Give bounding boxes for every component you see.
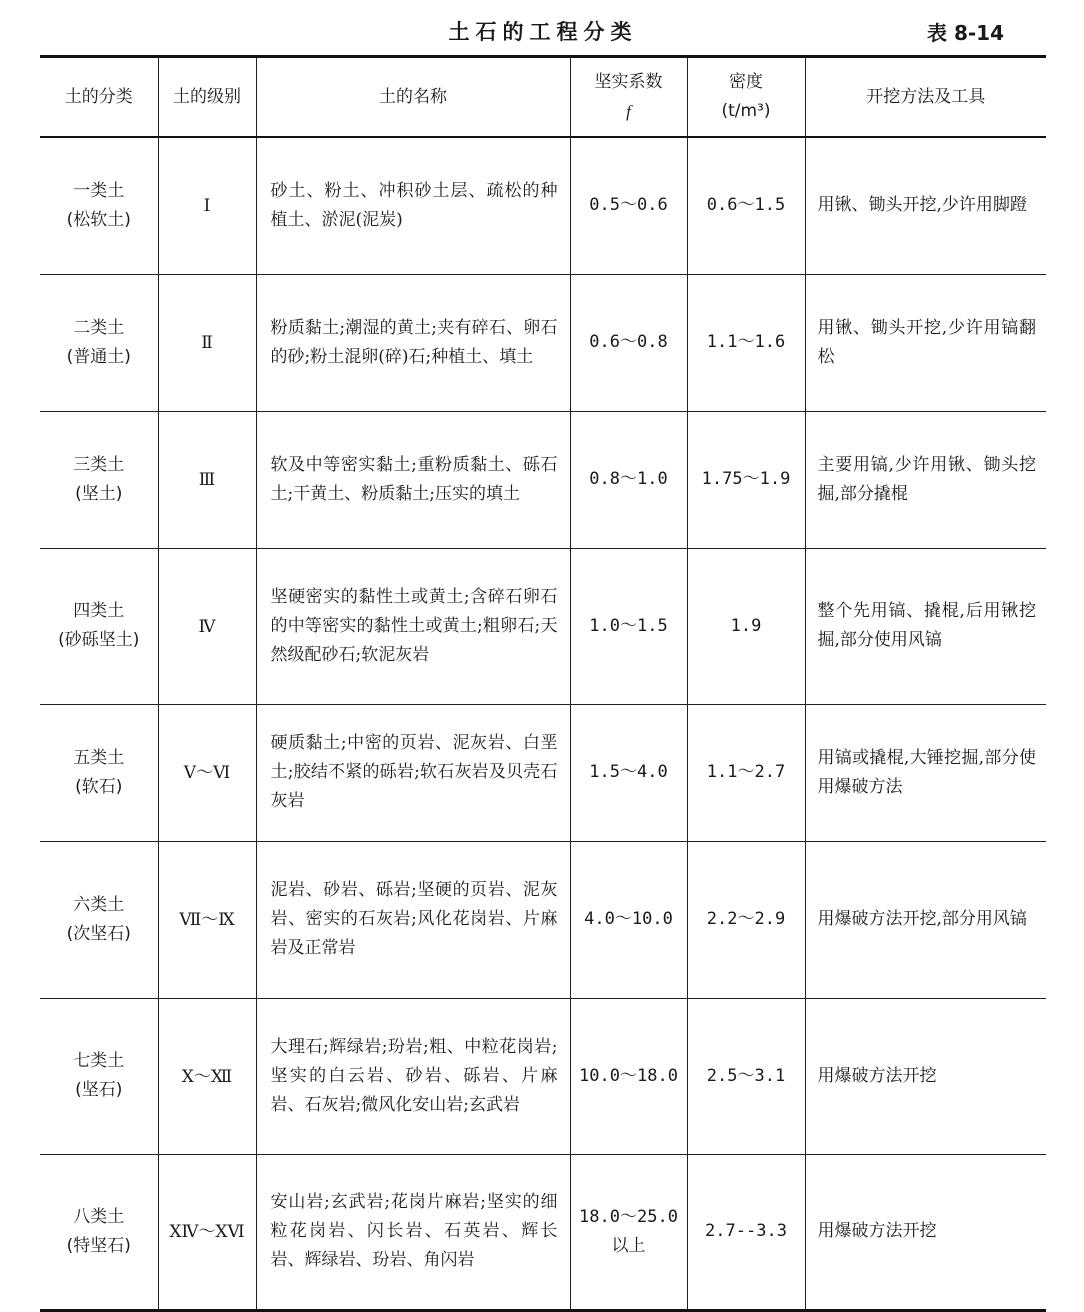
name-cell: 硬质黏土;中密的页岩、泥灰岩、白垩土;胶结不紧的砾岩;软石灰岩及贝壳石灰岩 (256, 704, 570, 841)
method-cell: 主要用镐,少许用锹、锄头挖掘,部分撬棍 (805, 411, 1046, 548)
category-cell: 六类土 (次坚石) (40, 841, 158, 998)
header-coefficient-symbol: f (626, 102, 631, 121)
name-cell: 坚硬密实的黏性土或黄土;含碎石卵石的中等密实的黏性土或黄土;粗卵石;天然级配砂石;软泥灰岩 (256, 548, 570, 704)
category-cell: 一类土 (松软土) (40, 137, 158, 274)
table-number: 表 8-14 (926, 21, 1004, 45)
name-cell: 砂土、粉土、冲积砂土层、疏松的种植土、淤泥(泥炭) (256, 137, 570, 274)
grade-cell: Ⅴ～Ⅵ (158, 704, 256, 841)
density-cell: 1.1～1.6 (687, 274, 805, 411)
header-name: 土的名称 (256, 57, 570, 138)
grade-cell: ⅩⅣ～ⅩⅥ (158, 1154, 256, 1310)
name-cell: 软及中等密实黏土;重粉质黏土、砾石土;干黄土、粉质黏土;压实的填土 (256, 411, 570, 548)
method-cell: 用爆破方法开挖,部分用风镐 (805, 841, 1046, 998)
method-cell: 用爆破方法开挖 (805, 1154, 1046, 1310)
table-row (40, 841, 1046, 998)
coefficient-cell: 10.0～18.0 (570, 998, 687, 1154)
density-cell: 1.9 (687, 548, 805, 704)
method-cell: 用镐或撬棍,大锤挖掘,部分使用爆破方法 (805, 704, 1046, 841)
header-row (40, 57, 1046, 138)
name-cell: 泥岩、砂岩、砾岩;坚硬的页岩、泥灰岩、密实的石灰岩;风化花岗岩、片麻岩及正常岩 (256, 841, 570, 998)
coefficient-cell: 1.0～1.5 (570, 548, 687, 704)
table-row (40, 704, 1046, 841)
header-coefficient-label: 坚实系数 (594, 72, 663, 92)
coefficient-cell: 1.5～4.0 (570, 704, 687, 841)
header-category: 土的分类 (40, 57, 158, 138)
grade-cell: Ⅲ (158, 411, 256, 548)
header-density (687, 57, 805, 138)
category-cell: 五类土 (软石) (40, 704, 158, 841)
name-cell: 大理石;辉绿岩;玢岩;粗、中粒花岗岩;坚实的白云岩、砂岩、砾岩、片麻岩、石灰岩;微风化安山岩;玄武岩 (256, 998, 570, 1154)
grade-cell: Ⅳ (158, 548, 256, 704)
density-cell: 2.7--3.3 (687, 1154, 805, 1310)
grade-cell: Ⅹ～Ⅻ (158, 998, 256, 1154)
density-cell: 2.5～3.1 (687, 998, 805, 1154)
method-cell: 用爆破方法开挖 (805, 998, 1046, 1154)
grade-cell: Ⅰ (158, 137, 256, 274)
coefficient-value: 18.0～25.0 (579, 1206, 678, 1227)
category-cell: 八类土 (特坚石) (40, 1154, 158, 1310)
header-coefficient (570, 57, 687, 138)
header-grade: 土的级别 (158, 57, 256, 138)
category-cell: 二类土 (普通土) (40, 274, 158, 411)
coefficient-cell: 0.8～1.0 (570, 411, 687, 548)
grade-cell: Ⅱ (158, 274, 256, 411)
density-cell: 1.75～1.9 (687, 411, 805, 548)
table-row (40, 137, 1046, 274)
method-cell: 整个先用镐、撬棍,后用锹挖掘,部分使用风镐 (805, 548, 1046, 704)
name-cell: 粉质黏土;潮湿的黄土;夹有碎石、卵石的砂;粉土混卵(碎)石;种植土、填土 (256, 274, 570, 411)
header-density-unit: (t/m³) (721, 101, 771, 121)
table-row (40, 1154, 1046, 1310)
coefficient-note: 以上 (611, 1235, 646, 1256)
table-caption (40, 16, 1046, 46)
header-method: 开挖方法及工具 (805, 57, 1046, 138)
category-cell: 七类土 (坚石) (40, 998, 158, 1154)
grade-cell: Ⅶ～Ⅸ (158, 841, 256, 998)
coefficient-cell: 4.0～10.0 (570, 841, 687, 998)
table-row (40, 411, 1046, 548)
method-cell: 用锹、锄头开挖,少许用脚蹬 (805, 137, 1046, 274)
soil-classification-table (40, 55, 1046, 1312)
method-cell: 用锹、锄头开挖,少许用镐翻松 (805, 274, 1046, 411)
name-cell: 安山岩;玄武岩;花岗片麻岩;坚实的细粒花岗岩、闪长岩、石英岩、辉长岩、辉绿岩、玢岩、角闪岩 (256, 1154, 570, 1310)
density-cell: 2.2～2.9 (687, 841, 805, 998)
table-row (40, 274, 1046, 411)
table-row (40, 998, 1046, 1154)
density-cell: 1.1～2.7 (687, 704, 805, 841)
coefficient-cell (570, 1154, 687, 1310)
coefficient-cell: 0.6～0.8 (570, 274, 687, 411)
category-cell: 四类土 (砂砾坚土) (40, 548, 158, 704)
density-cell: 0.6～1.5 (687, 137, 805, 274)
category-cell: 三类土 (坚土) (40, 411, 158, 548)
header-density-label: 密度 (729, 72, 763, 92)
table-title: 土石的工程分类 (448, 20, 638, 44)
table-row (40, 548, 1046, 704)
coefficient-cell: 0.5～0.6 (570, 137, 687, 274)
